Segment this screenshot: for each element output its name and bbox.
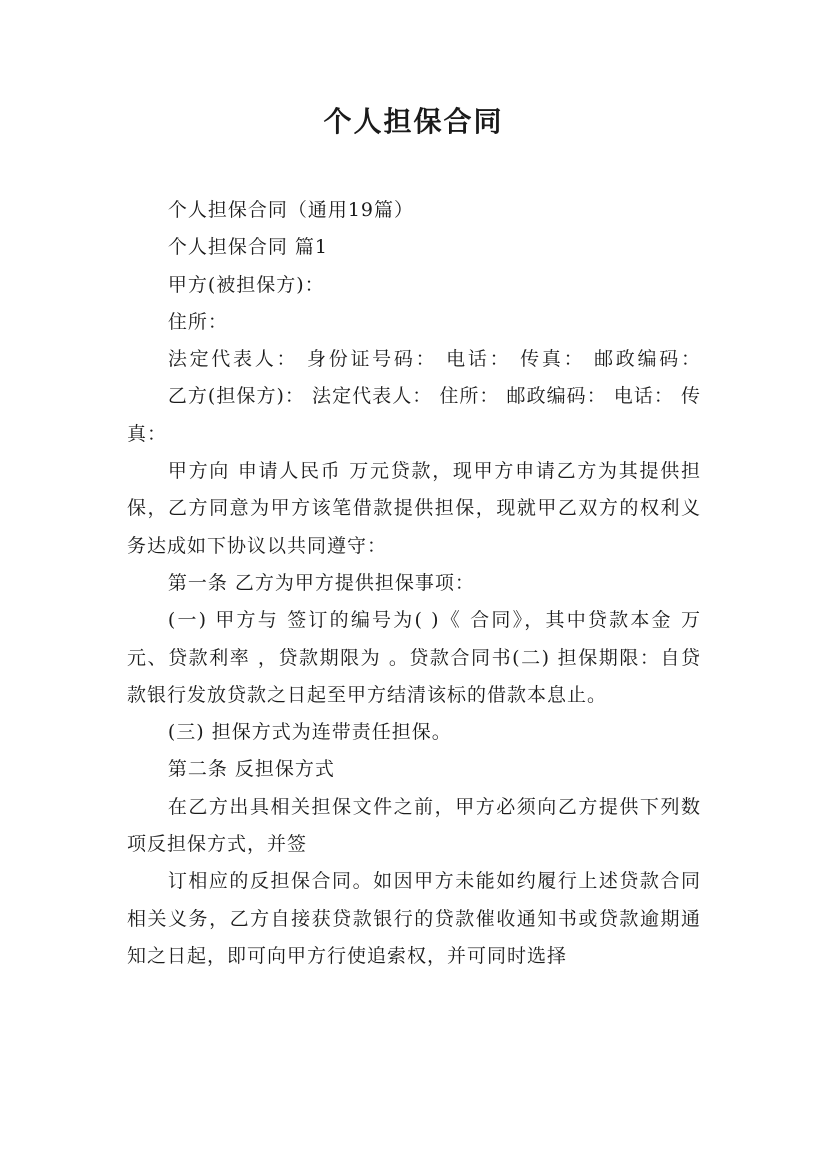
paragraph-party-a-details: 法定代表人： 身份证号码： 电话： 传真： 邮政编码： bbox=[167, 348, 701, 371]
paragraph-article-2-continued: 订相应的反担保合同。如因甲方未能如约履行上述贷款合同相关义务，乙方自接获贷款银行的贷款催收通知书或贷款逾期通知之日起，即可向甲方行使追索权，并可同时选择 bbox=[127, 870, 701, 967]
paragraph-party-a: 甲方(被担保方)： bbox=[167, 273, 325, 296]
document-body bbox=[127, 192, 701, 975]
paragraph-subtitle: 个人担保合同（通用19篇） bbox=[167, 199, 415, 221]
paragraph-article-1-item-1: (一) 甲方与 签订的编号为( )《 合同》，其中贷款本金 万元、贷款利率 ，贷款期限为 。贷款合同书(二) 担保期限：自贷款银行发放贷款之日起至甲方结清该标的借款本息止。 bbox=[127, 609, 701, 706]
paragraph-article-2-body: 在乙方出具相关担保文件之前，甲方必须向乙方提供下列数项反担保方式，并签 bbox=[127, 795, 701, 856]
paragraph-section-heading: 个人担保合同 篇1 bbox=[167, 236, 328, 259]
document-title: 个人担保合同 bbox=[323, 105, 504, 138]
paragraph-party-b: 乙方(担保方)： 法定代表人： 住所： 邮政编码： 电话： 传真： bbox=[127, 385, 701, 445]
paragraph-article-1: 第一条 乙方为甲方提供担保事项： bbox=[167, 571, 475, 594]
paragraph-article-1-item-3: (三) 担保方式为连带责任担保。 bbox=[167, 721, 452, 744]
paragraph-loan-request: 甲方向 申请人民币 万元贷款，现甲方申请乙方为其提供担保，乙方同意为甲方该笔借款提供担保，现就甲乙双方的权利义务达成如下协议以共同遵守： bbox=[127, 460, 701, 557]
paragraph-article-2: 第二条 反担保方式 bbox=[167, 758, 335, 781]
paragraph-party-a-address: 住所： bbox=[167, 310, 228, 333]
